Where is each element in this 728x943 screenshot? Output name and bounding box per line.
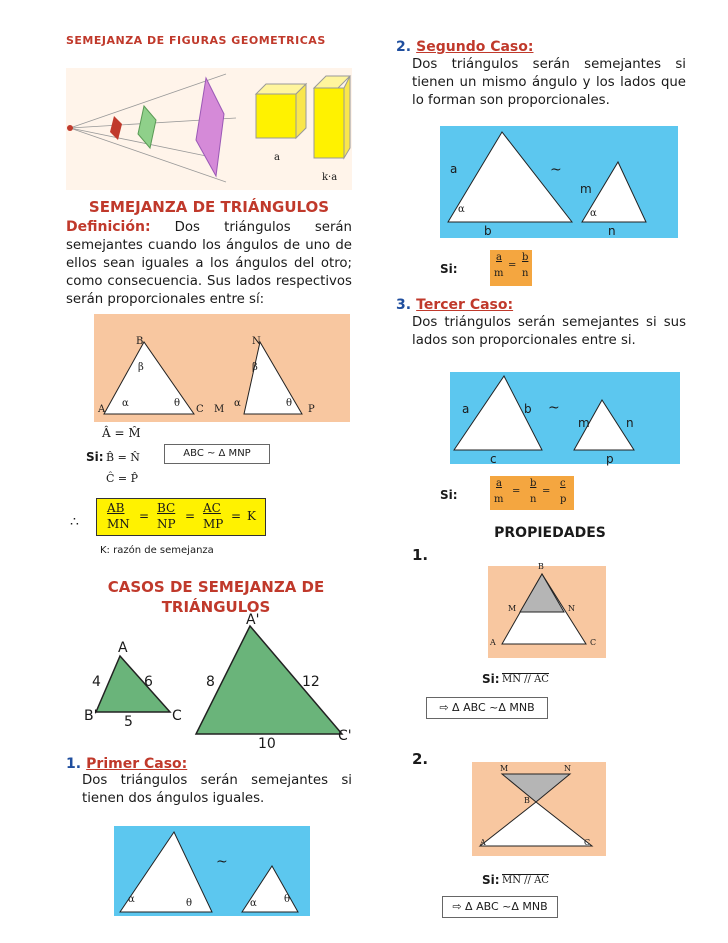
case3-ratio-p: p xyxy=(560,494,567,505)
definition-label: Definición: xyxy=(66,219,151,235)
case2-svg xyxy=(440,126,678,238)
case3-text: Dos triángulos serán semejantes si sus lados son proporcionales entre si. xyxy=(412,315,686,348)
label-A: A xyxy=(98,404,106,415)
label-C: C xyxy=(196,404,204,415)
equation-1: Â = M̂ xyxy=(102,426,141,440)
page-title: SEMEJANZA DE FIGURAS GEOMETRICAS xyxy=(66,34,326,47)
case2-ratio-b: b xyxy=(522,252,529,263)
case1-svg xyxy=(114,826,310,916)
label-theta-2: θ xyxy=(286,398,293,409)
case2-ratio-box xyxy=(490,250,532,286)
case3-label-b: b xyxy=(524,402,532,416)
therefore-symbol: ∴ xyxy=(70,514,79,530)
equation-2: B̂ = N̂ xyxy=(106,451,140,464)
label-alpha-2: α xyxy=(234,398,241,409)
case3-ratio-m: m xyxy=(494,494,504,505)
case2-label-n: n xyxy=(608,224,616,238)
case1-figure xyxy=(114,826,310,916)
label-beta-2: β xyxy=(252,362,258,373)
si-label-left: Si: xyxy=(86,450,104,464)
ratio-eq-1: = xyxy=(139,509,150,523)
prop1-label-A: A xyxy=(490,638,496,647)
case2-label-b: b xyxy=(484,224,492,238)
abc-mnp-figure xyxy=(94,314,350,422)
case1-alpha-1: α xyxy=(128,894,135,905)
prop2-label-M: M xyxy=(500,764,509,773)
green-triangles-figure xyxy=(82,612,352,752)
properties-heading: PROPIEDADES xyxy=(494,525,606,541)
ratio-eq-2: = xyxy=(185,509,196,523)
ratio-BC: BC xyxy=(157,501,176,515)
case3-ratio-a: a xyxy=(496,478,502,489)
case3-label-c: c xyxy=(490,452,497,466)
case1-theta-2: θ xyxy=(284,894,291,905)
case2-sim: ~ xyxy=(550,162,562,178)
case3-ratio-n: n xyxy=(530,494,537,505)
definition-text: Dos triángulos serán semejantes cuando los ángulos de uno de ellos sean iguales a los ángulos del otro; como consecuencia. Sus lados respectivos serán proporcionales entre sí: xyxy=(66,220,352,307)
case1-number: 1. xyxy=(66,756,82,772)
label-alpha-1: α xyxy=(122,398,129,409)
case1-text: Dos triángulos serán semejantes si tienen dos ángulos iguales. xyxy=(82,773,352,806)
case1-title: Primer Caso: xyxy=(86,756,188,772)
prop2-label-A: A xyxy=(480,838,486,847)
prop1-label-B: B xyxy=(538,562,544,571)
case3-ratio-eq-1: = xyxy=(512,486,521,497)
prop1-svg xyxy=(488,566,606,658)
small-tri-A: A xyxy=(118,640,128,656)
prop1-condition: MN // AC xyxy=(502,674,549,685)
case1-sim: ~ xyxy=(216,854,228,870)
prop2-label-N: N xyxy=(564,764,571,773)
small-tri-side-6: 6 xyxy=(144,674,153,690)
prop1-label-C: C xyxy=(590,638,597,647)
ratio-eq-3: = xyxy=(231,509,242,523)
result-box-abc-mnp: ABC ~ Δ MNP xyxy=(164,444,270,464)
prop1-result: ⇨ Δ ABC ~Δ MNB xyxy=(426,697,548,719)
ratio-box xyxy=(96,498,266,536)
case1-theta-1: θ xyxy=(186,898,193,909)
ratio-MP: MP xyxy=(203,517,224,531)
case3-label-n: n xyxy=(626,416,634,430)
prop2-label-B: B xyxy=(524,796,530,805)
case3-sim: ~ xyxy=(548,400,560,416)
prop2-label-C: C xyxy=(584,838,591,847)
ratio-AC: AC xyxy=(203,501,221,515)
case2-label-m: m xyxy=(580,182,592,196)
label-beta-1: β xyxy=(138,362,144,373)
case3-number: 3. xyxy=(396,297,412,313)
case2-ratio-m: m xyxy=(494,268,504,279)
case3-label-a: a xyxy=(462,402,470,416)
prop1-label-N: N xyxy=(568,604,575,613)
case2-alpha-1: α xyxy=(458,204,465,215)
prop1-label-M: M xyxy=(508,604,517,613)
small-tri-side-5: 5 xyxy=(124,714,133,730)
ratio-MN: MN xyxy=(107,517,130,531)
case3-ratio-eq-2: = xyxy=(542,486,551,497)
case1-alpha-2: α xyxy=(250,898,257,909)
label-N: N xyxy=(252,336,261,347)
casos-heading-2: TRIÁNGULOS xyxy=(161,598,271,616)
case2-number: 2. xyxy=(396,39,412,55)
definition-paragraph xyxy=(66,218,352,309)
prop2-si: Si: xyxy=(482,873,500,887)
case2-ratio-eq: = xyxy=(508,260,517,271)
case3-figure xyxy=(450,372,680,464)
small-tri-B: B' xyxy=(84,708,98,724)
prop1-si: Si: xyxy=(482,672,500,686)
big-tri-A: A' xyxy=(246,612,260,628)
case2-title: Segundo Caso: xyxy=(416,39,534,55)
big-tri-side-12: 12 xyxy=(302,674,320,690)
prop1-number: 1. xyxy=(412,546,429,564)
ratio-K: K xyxy=(247,509,256,523)
prop2-result: ⇨ Δ ABC ~Δ MNB xyxy=(442,896,558,918)
equation-3: Ĉ = P̂ xyxy=(106,472,139,485)
projection-figure xyxy=(66,68,352,190)
case2-si: Si: xyxy=(440,262,458,276)
case3-label-m: m xyxy=(578,416,590,430)
prop2-figure xyxy=(472,762,606,856)
case3-ratio-c: c xyxy=(560,478,566,489)
case2-ratio-a: a xyxy=(496,252,502,263)
casos-heading-1: CASOS DE SEMEJANZA DE xyxy=(107,578,325,596)
prop2-number: 2. xyxy=(412,750,429,768)
small-tri-side-4: 4 xyxy=(92,674,101,690)
case3-label-p: p xyxy=(606,452,614,466)
label-P: P xyxy=(308,404,315,415)
case1-heading xyxy=(66,753,187,772)
case3-ratio-box xyxy=(490,476,574,510)
big-tri-side-8: 8 xyxy=(206,674,215,690)
case3-svg xyxy=(450,372,680,464)
cube-label-a: a xyxy=(274,152,280,163)
label-B: B xyxy=(136,336,144,347)
case2-alpha-2: α xyxy=(590,208,597,219)
label-M: M xyxy=(214,404,225,415)
prop2-condition: MN // AC xyxy=(502,875,549,886)
ratio-NP: NP xyxy=(157,517,176,531)
case2-ratio-n: n xyxy=(522,268,529,279)
big-tri-C: C' xyxy=(338,728,352,744)
ratio-AB: AB xyxy=(107,501,125,515)
case2-label-a: a xyxy=(450,162,458,176)
case2-text: Dos triángulos serán semejantes si tienen un mismo ángulo y los lados que lo forman son proporcionales. xyxy=(412,57,686,108)
case3-si: Si: xyxy=(440,488,458,502)
cube-label-ka: k·a xyxy=(322,172,338,183)
case3-title: Tercer Caso: xyxy=(416,297,514,313)
case2-heading xyxy=(396,36,533,55)
label-theta-1: θ xyxy=(174,398,181,409)
case3-ratio-b: b xyxy=(530,478,537,489)
case2-figure xyxy=(440,126,678,238)
big-tri-side-10: 10 xyxy=(258,736,276,752)
triangles-heading: SEMEJANZA DE TRIÁNGULOS xyxy=(88,198,330,216)
k-note: K: razón de semejanza xyxy=(100,545,214,556)
projection-figure-svg xyxy=(66,68,352,190)
small-tri-C: C xyxy=(172,708,182,724)
case3-heading xyxy=(396,294,513,313)
prop1-figure xyxy=(488,562,606,658)
